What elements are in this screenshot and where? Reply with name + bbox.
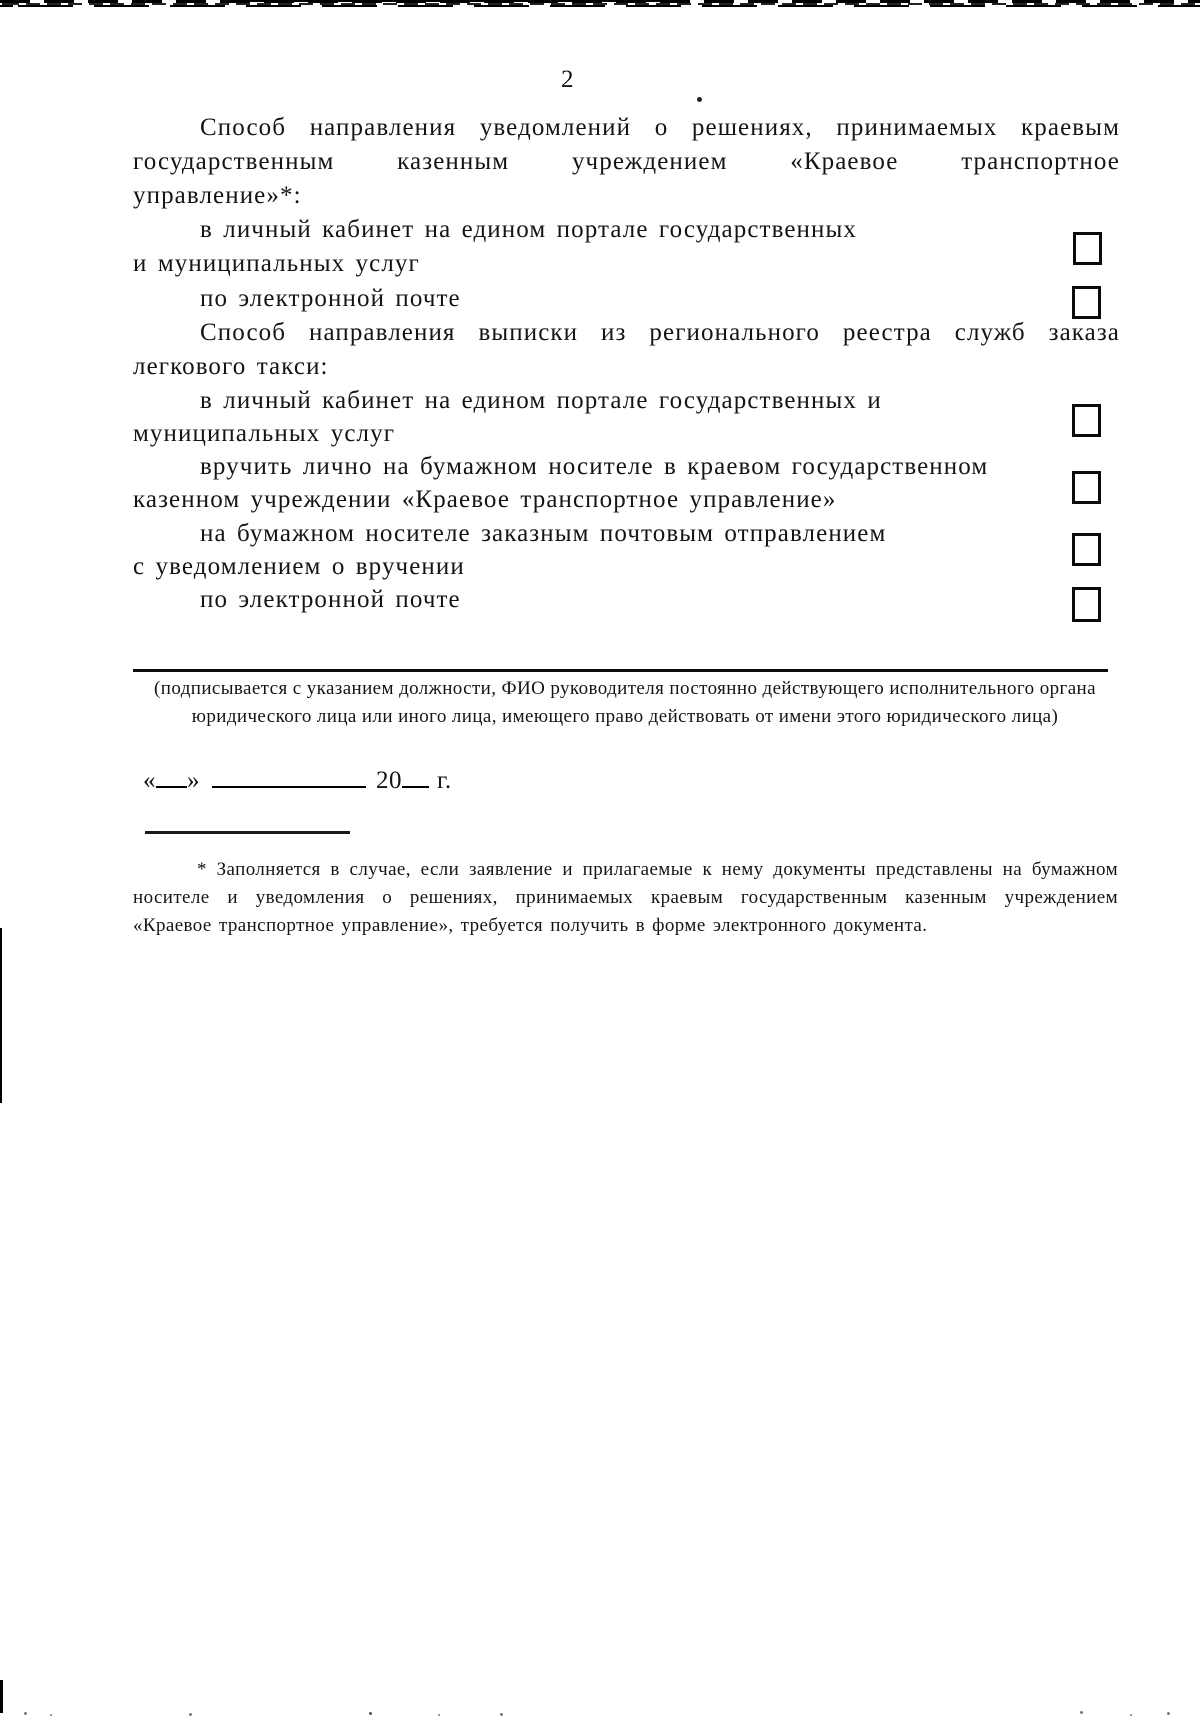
- option-label-line: по электронной почте: [200, 285, 461, 312]
- option-label-line: и муниципальных услуг: [133, 250, 420, 277]
- option-label-line: муниципальных услуг: [133, 420, 396, 447]
- scan-speck: [1080, 1711, 1083, 1714]
- footnote-line: * Заполняется в случае, если заявление и прилагаемые к нему документы представлены на бумажном: [197, 859, 1118, 880]
- signature-caption-line: юридического лица или иного лица, имеющего право действовать от имени этого юридического лица): [191, 706, 1059, 727]
- scan-speck: [369, 1712, 372, 1715]
- section1-heading-line: управление»*:: [133, 182, 302, 209]
- section1-heading-line: государственным казенным учреждением «Краевое транспортное: [133, 148, 1120, 175]
- checkbox-extract-portal[interactable]: [1072, 404, 1101, 437]
- checkbox-extract-in-person[interactable]: [1072, 471, 1101, 504]
- footnote-line: носителе и уведомления о решениях, принимаемых краевым государственным казенным учреждением: [133, 887, 1118, 908]
- closing-quote: »: [187, 767, 200, 794]
- year-blank-field[interactable]: [402, 760, 429, 788]
- checkbox-notify-portal[interactable]: [1073, 232, 1102, 265]
- scan-artifact-left-edge: [0, 928, 2, 1103]
- scan-speck: [1130, 1714, 1132, 1716]
- scan-artifact-top: [0, 0, 1200, 7]
- option-label-line: в личный кабинет на едином портале государственных: [200, 216, 857, 243]
- option-label-line: казенном учреждении «Краевое транспортное управление»: [133, 486, 837, 513]
- section2-heading-line: Способ направления выписки из регионального реестра служб заказа: [200, 319, 1120, 346]
- date-line: [143, 760, 452, 795]
- option-label-line: по электронной почте: [200, 586, 461, 613]
- month-blank-field[interactable]: [212, 760, 366, 788]
- opening-quote: «: [143, 767, 156, 794]
- footnote-separator: [145, 831, 350, 834]
- option-label-line: на бумажном носителе заказным почтовым отправлением: [200, 520, 887, 547]
- scan-speck: [697, 97, 702, 102]
- page-number: 2: [561, 66, 574, 93]
- section1-heading-line: Способ направления уведомлений о решениях, принимаемых краевым: [200, 114, 1120, 141]
- signature-caption-line: (подписывается с указанием должности, ФИО руководителя постоянно действующего исполнительного органа: [154, 678, 1096, 699]
- scan-speck: [1167, 1712, 1170, 1715]
- option-label-line: вручить лично на бумажном носителе в краевом государственном: [200, 453, 989, 480]
- checkbox-extract-email[interactable]: [1072, 587, 1101, 622]
- scan-speck: [189, 1713, 192, 1716]
- option-label-line: в личный кабинет на едином портале государственных и: [200, 387, 882, 414]
- scan-speck: [50, 1714, 52, 1716]
- checkbox-extract-registered-mail[interactable]: [1072, 533, 1101, 566]
- scan-speck: [500, 1713, 503, 1716]
- signature-line[interactable]: [133, 669, 1108, 672]
- section2-heading-line: легкового такси:: [133, 353, 329, 380]
- checkbox-notify-email[interactable]: [1072, 286, 1101, 319]
- option-label-line: с уведомлением о вручении: [133, 553, 465, 580]
- year-century: 20: [376, 767, 402, 794]
- footnote-line: «Краевое транспортное управление», требуется получить в форме электронного документа.: [133, 915, 928, 936]
- scan-speck: [24, 1712, 27, 1715]
- scan-artifact-left-edge: [0, 1680, 3, 1713]
- year-suffix: г.: [437, 767, 452, 794]
- day-blank-field[interactable]: [156, 760, 187, 788]
- scan-speck: [438, 1714, 440, 1716]
